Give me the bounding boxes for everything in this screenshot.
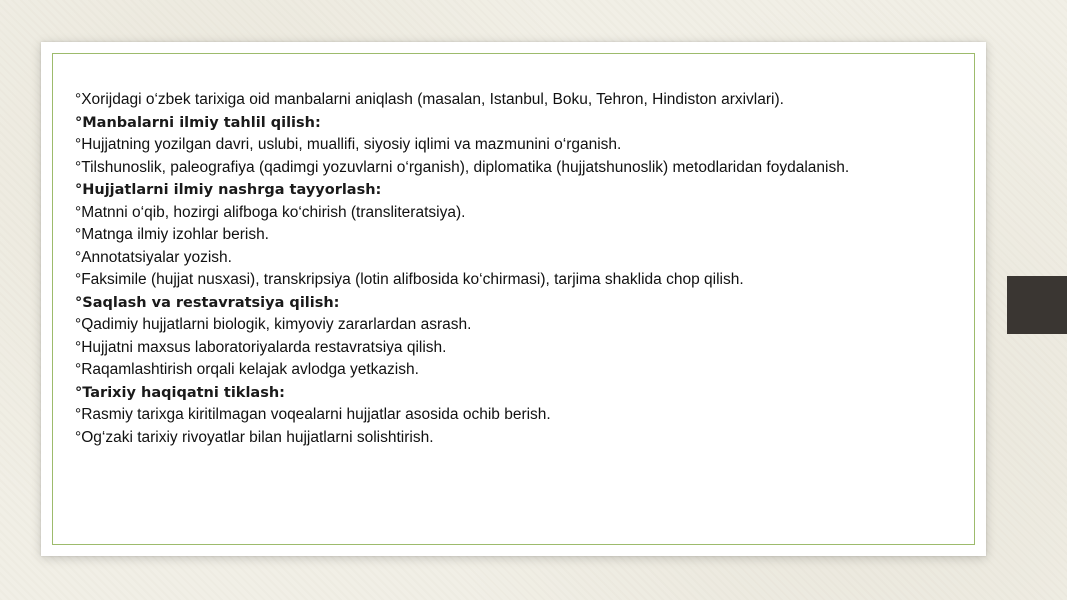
text-line-tilshunoslik: °Tilshunoslik, paleografiya (qadimgi yozuvlarni o‘rganish), diplomatika (hujjatshunoslik) metodlaridan foydalanish.: [75, 158, 850, 176]
heading-manbalarni-tahlil: °Manbalarni ilmiy tahlil qilish:: [75, 114, 321, 131]
slide-card: [41, 42, 986, 556]
text-line-xorijdagi: °Xorijdagi o‘zbek tarixiga oid manbalarni aniqlash (masalan, Istanbul, Boku, Tehron, Hindiston arxivlari).: [75, 91, 784, 108]
heading-tarixiy-haqiqat: °Tarixiy haqiqatni tiklash:: [75, 384, 285, 401]
text-line-raqamlashtirish: °Raqamlashtirish orqali kelajak avlodga yetkazish.: [75, 361, 419, 378]
slide-content: [75, 89, 970, 449]
text-line-rasmiy-tarix: °Rasmiy tarixga kiritilmagan voqealarni hujjatlar asosida ochib berish.: [75, 406, 551, 423]
heading-nashrga-tayyorlash: °Hujjatlarni ilmiy nashrga tayyorlash:: [75, 182, 382, 198]
text-line-transliteratsiya: °Matnni o‘qib, hozirgi alifboga ko‘chirish (transliteratsiya).: [75, 203, 466, 221]
text-line-hujjatning-davri: °Hujjatning yozilgan davri, uslubi, muallifi, siyosiy iqlimi va mazmunini o‘rganish.: [75, 136, 622, 153]
text-line-izohlar: °Matnga ilmiy izohlar berish.: [75, 226, 269, 243]
text-line-ogzaki-rivoyatlar: °Og‘zaki tarixiy rivoyatlar bilan hujjatlarni solishtirish.: [75, 428, 434, 446]
text-line-laboratoriyalarda: °Hujjatni maxsus laboratoriyalarda restavratsiya qilish.: [75, 338, 447, 356]
text-line-annotatsiyalar: °Annotatsiyalar yozish.: [75, 248, 232, 266]
side-tab-decoration: [1007, 276, 1067, 334]
text-line-faksimile: °Faksimile (hujjat nusxasi), transkripsiya (lotin alifbosida ko‘chirmasi), tarjima shaklida chop qilish.: [75, 271, 744, 288]
heading-saqlash-restavratsiya: °Saqlash va restavratsiya qilish:: [75, 294, 340, 311]
text-line-zararlardan: °Qadimiy hujjatlarni biologik, kimyoviy zararlardan asrash.: [75, 316, 472, 333]
